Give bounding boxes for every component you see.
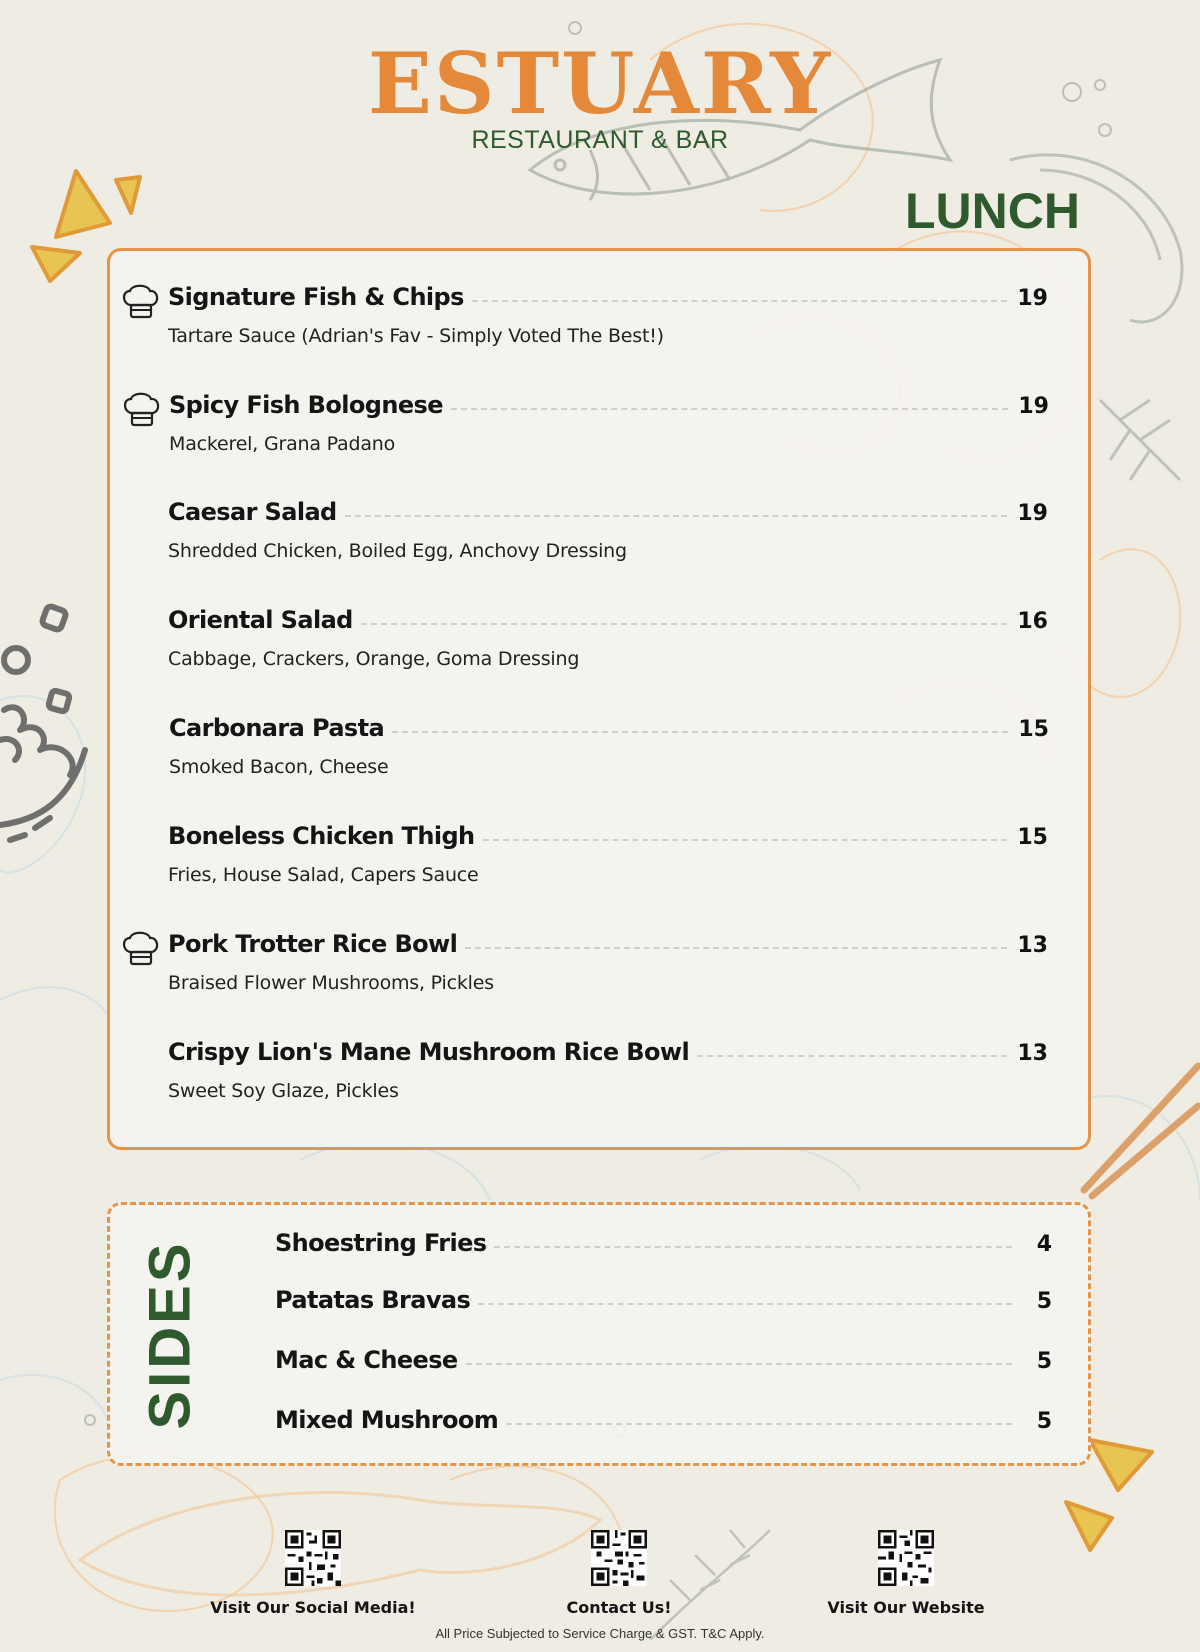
menu-item: [168, 604, 1048, 694]
side-item-name: Shoestring Fries: [275, 1229, 487, 1257]
qr-code-icon[interactable]: [878, 1530, 934, 1586]
footer-link-label[interactable]: Visit Our Website: [827, 1598, 985, 1617]
footer-link-contact[interactable]: [509, 1530, 729, 1617]
side-item: [275, 1282, 1052, 1314]
menu-item-description: Cabbage, Crackers, Orange, Goma Dressing: [168, 648, 580, 670]
side-item-price: 5: [1036, 1409, 1052, 1434]
menu-item-description: Sweet Soy Glaze, Pickles: [168, 1080, 399, 1102]
dotted-leader: [345, 515, 1008, 517]
menu-item: [169, 712, 1049, 802]
qr-code-icon[interactable]: [285, 1530, 341, 1586]
footer-link-label[interactable]: Contact Us!: [566, 1598, 672, 1617]
dotted-leader: [494, 1246, 1012, 1248]
chef-hat-icon: [120, 281, 162, 321]
menu-item-price: 15: [1017, 825, 1048, 850]
menu-item-price: 13: [1017, 933, 1048, 958]
side-item-name: Patatas Bravas: [275, 1286, 471, 1314]
lunch-section-title: LUNCH: [905, 183, 1080, 239]
side-item: [275, 1402, 1052, 1434]
menu-item-name: Oriental Salad: [168, 606, 353, 634]
menu-item-name: Crispy Lion's Mane Mushroom Rice Bowl: [168, 1038, 690, 1066]
chef-hat-icon: [121, 389, 163, 429]
dotted-leader: [361, 623, 1008, 625]
side-item-price: 4: [1036, 1232, 1052, 1257]
dotted-leader: [472, 300, 1008, 302]
menu-item-name: Boneless Chicken Thigh: [168, 822, 475, 850]
menu-item-name: Carbonara Pasta: [169, 714, 385, 742]
sides-menu-box: [107, 1202, 1091, 1466]
dotted-leader: [478, 1303, 1012, 1305]
menu-item-description: Shredded Chicken, Boiled Egg, Anchovy Dressing: [168, 540, 627, 562]
menu-item-name: Pork Trotter Rice Bowl: [168, 930, 458, 958]
footer-link-social[interactable]: [203, 1530, 423, 1617]
dotted-leader: [466, 1363, 1012, 1365]
side-item-price: 5: [1036, 1349, 1052, 1374]
menu-item-description: Tartare Sauce (Adrian's Fav - Simply Voted The Best!): [168, 325, 664, 347]
footer-link-label[interactable]: Visit Our Social Media!: [210, 1598, 416, 1617]
side-item-name: Mac & Cheese: [275, 1346, 458, 1374]
dotted-leader: [506, 1423, 1012, 1425]
menu-item-price: 19: [1017, 286, 1048, 311]
side-item: [275, 1225, 1052, 1257]
menu-item-price: 16: [1017, 609, 1048, 634]
dotted-leader: [451, 408, 1009, 410]
menu-item: [168, 928, 1048, 1018]
dotted-leader: [483, 839, 1008, 841]
chef-hat-icon: [120, 928, 162, 968]
menu-item-price: 19: [1017, 501, 1048, 526]
menu-item-description: Smoked Bacon, Cheese: [169, 756, 389, 778]
qr-code-icon[interactable]: [591, 1530, 647, 1586]
footer-link-website[interactable]: [796, 1530, 1016, 1617]
menu-item-description: Mackerel, Grana Padano: [169, 433, 396, 455]
sides-section-title-text: SIDES: [137, 1240, 203, 1430]
restaurant-logo-name: ESTUARY: [367, 34, 833, 133]
lunch-menu-box: [107, 248, 1091, 1150]
menu-item-name: Spicy Fish Bolognese: [169, 391, 443, 419]
dotted-leader: [392, 731, 1008, 733]
menu-item-description: Fries, House Salad, Capers Sauce: [168, 864, 479, 886]
menu-item: [168, 1036, 1048, 1126]
menu-item-description: Braised Flower Mushrooms, Pickles: [168, 972, 494, 994]
menu-item: [168, 496, 1048, 586]
menu-item-price: 13: [1017, 1041, 1048, 1066]
food-bowl-doodle-icon: [0, 600, 100, 850]
menu-item-name: Caesar Salad: [168, 498, 337, 526]
side-item-name: Mixed Mushroom: [275, 1406, 499, 1434]
chopsticks-icon: [1080, 1060, 1200, 1200]
side-item: [275, 1342, 1052, 1374]
dotted-leader: [697, 1055, 1007, 1057]
dotted-leader: [465, 947, 1007, 949]
side-item-price: 5: [1036, 1289, 1052, 1314]
restaurant-logo-subtitle: RESTAURANT & BAR: [471, 126, 729, 154]
menu-item-price: 15: [1018, 717, 1049, 742]
menu-item-price: 19: [1018, 394, 1049, 419]
sides-section-title: [137, 1235, 203, 1435]
menu-item: [169, 389, 1049, 479]
menu-item-name: Signature Fish & Chips: [168, 283, 464, 311]
menu-item: [168, 281, 1048, 371]
menu-item: [168, 820, 1048, 910]
price-disclaimer: All Price Subjected to Service Charge & GST. T&C Apply.: [435, 1626, 765, 1641]
